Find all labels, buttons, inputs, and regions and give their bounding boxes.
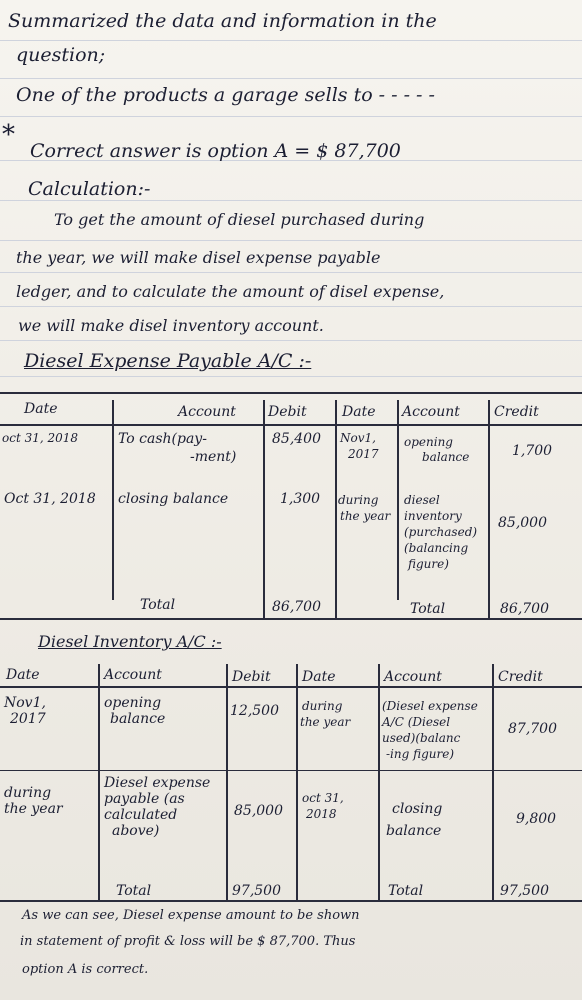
payable-row1-account: To cash(pay- <box>118 431 207 447</box>
payable-row2-account2-e: figure) <box>408 557 449 571</box>
payable-row1-account2-b: balance <box>422 450 470 464</box>
inventory-row1-account: opening <box>104 695 162 711</box>
payable-header-date2: Date <box>342 404 376 420</box>
payable-total-credit: 86,700 <box>500 601 549 617</box>
inventory-row2-date: during <box>4 785 52 801</box>
calculation-heading: Calculation:- <box>28 178 151 200</box>
inventory-header-account2: Account <box>384 669 442 685</box>
calculation-para-4: we will make disel inventory account. <box>18 316 324 335</box>
conclusion-line-3: option A is correct. <box>22 962 149 977</box>
inventory-row1-account-b: balance <box>110 711 166 727</box>
inventory-total-debit: 97,500 <box>232 883 281 899</box>
payable-row1-credit: 1,700 <box>512 443 553 459</box>
intro-line-3: One of the products a garage sells to - - - - - <box>16 84 435 106</box>
payable-row2-date: Oct 31, 2018 <box>4 491 96 507</box>
inventory-row1-credit: 87,700 <box>508 721 557 737</box>
inventory-row2-account2: closing <box>392 801 443 817</box>
inventory-header-account: Account <box>104 667 162 683</box>
payable-row2-date2: during <box>338 493 379 507</box>
inventory-row2-account-b: payable (as <box>104 791 185 807</box>
inventory-row2-date2: oct 31, <box>302 791 344 805</box>
payable-total-debit: 86,700 <box>272 599 321 615</box>
inventory-header-date: Date <box>6 667 40 683</box>
ruled-line <box>0 272 582 273</box>
inventory-row1-date-b: 2017 <box>10 711 46 727</box>
payable-row2-debit: 1,300 <box>280 491 321 507</box>
inventory-row1-account2-b: used)(balanc <box>382 731 461 745</box>
payable-header-account: Account <box>178 404 236 420</box>
payable-total-label: Total <box>140 597 176 613</box>
payable-row2-account2-b: inventory <box>404 509 462 523</box>
payable-row1-debit: 85,400 <box>272 431 321 447</box>
inventory-row1-date: Nov1, <box>4 695 46 711</box>
inventory-row2-account: Diesel expense <box>104 775 211 791</box>
ruled-line <box>0 116 582 117</box>
correct-answer-line: Correct answer is option A = $ 87,700 <box>30 140 401 162</box>
inventory-row1-account2-a: (Diesel expense <box>382 699 478 713</box>
payable-row1-date2: Nov1, <box>340 431 376 445</box>
inventory-row2-account-d: above) <box>112 823 160 839</box>
payable-row2-account2-c: (purchased) <box>404 525 478 539</box>
payable-row1-date2-b: 2017 <box>348 447 379 461</box>
conclusion-line-1: As we can see, Diesel expense amount to be shown <box>22 908 360 923</box>
payable-row1-date: oct 31, 2018 <box>2 431 79 445</box>
star-marker: * <box>2 120 15 150</box>
calculation-para-2: the year, we will make disel expense payable <box>16 248 381 267</box>
calculation-para-1: To get the amount of diesel purchased during <box>54 210 425 229</box>
intro-line-1: Summarized the data and information in the <box>8 10 437 32</box>
ruled-line <box>0 376 582 377</box>
inventory-row2-date2-b: 2018 <box>306 807 337 821</box>
ruled-line <box>0 40 582 41</box>
payable-row1-account2: opening <box>404 435 453 449</box>
calculation-para-3: ledger, and to calculate the amount of disel expense, <box>16 282 445 301</box>
inventory-row2-account-c: calculated <box>104 807 178 823</box>
inventory-total-label2: Total <box>388 883 424 899</box>
ruled-line <box>0 200 582 201</box>
payable-row1-account-b: -ment) <box>190 449 237 465</box>
inventory-row2-credit: 9,800 <box>516 811 557 827</box>
inventory-account-title: Diesel Inventory A/C :- <box>38 632 222 651</box>
inventory-row2-account2-b: balance <box>386 823 442 839</box>
payable-row2-account2: diesel <box>404 493 440 507</box>
payable-account-title: Diesel Expense Payable A/C :- <box>24 350 312 372</box>
ruled-line <box>0 78 582 79</box>
conclusion-line-2: in statement of profit & loss will be $ 87,700. Thus <box>20 934 356 949</box>
inventory-row2-date-b: the year <box>4 801 63 817</box>
payable-row2-account: closing balance <box>118 491 229 507</box>
inventory-row1-debit: 12,500 <box>230 703 279 719</box>
payable-header-debit: Debit <box>268 404 307 420</box>
payable-row2-date2-b: the year <box>340 509 391 523</box>
inventory-row1-date2: during <box>302 699 343 713</box>
payable-row2-credit: 85,000 <box>498 515 547 531</box>
inventory-header-date2: Date <box>302 669 336 685</box>
inventory-row1-account2: A/C (Diesel <box>382 715 451 729</box>
inventory-row1-account2-c: -ing figure) <box>386 747 455 761</box>
inventory-total-label: Total <box>116 883 152 899</box>
inventory-row1-date2-b: the year <box>300 715 351 729</box>
inventory-header-debit: Debit <box>232 669 271 685</box>
inventory-total-credit: 97,500 <box>500 883 549 899</box>
payable-header-date: Date <box>24 401 58 417</box>
intro-line-2: question; <box>16 44 106 66</box>
payable-header-account2: Account <box>402 404 460 420</box>
ruled-line <box>0 240 582 241</box>
payable-row2-account2-d: (balancing <box>404 541 469 555</box>
payable-header-credit: Credit <box>494 404 539 420</box>
inventory-row2-debit: 85,000 <box>234 803 283 819</box>
ruled-line <box>0 306 582 307</box>
ruled-line <box>0 340 582 341</box>
payable-total-label2: Total <box>410 601 446 617</box>
inventory-header-credit: Credit <box>498 669 543 685</box>
